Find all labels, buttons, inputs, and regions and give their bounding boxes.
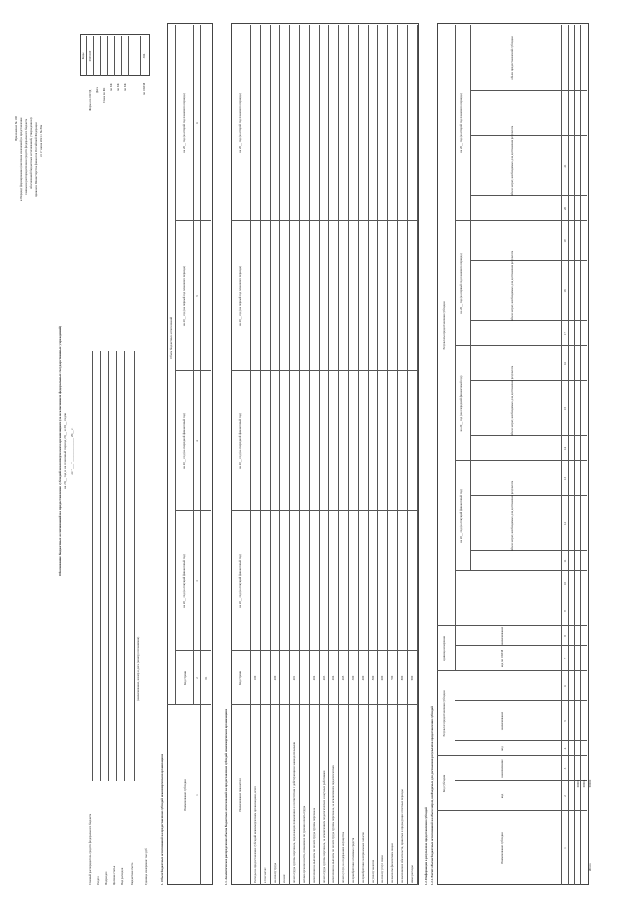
- row-label: актами органов власти, повышение по уровню оплаты труда: [302, 805, 306, 883]
- units-label: Единица измерения: тыс.руб: [144, 848, 148, 885]
- col-num: 2: [563, 795, 567, 797]
- period-header: на 20__ год (на очередной финансовый год): [182, 413, 186, 469]
- row-label: из них:: [282, 873, 287, 883]
- sub-header: код: [500, 793, 504, 799]
- date-line: от "___" ______________ 20__ г.: [70, 427, 74, 475]
- row-code: 204: [331, 675, 336, 681]
- gl-label: Глава по БК: [102, 87, 106, 103]
- col-header: объем затрат, необходимых для достижения результата: [510, 125, 514, 196]
- row-label: оплата труда группы персонала, за исключением педагогических и научных работников: [321, 770, 326, 883]
- sub-header: наименование: [500, 759, 504, 778]
- period-header: на 20__ год (на первый год планового периода): [238, 265, 242, 327]
- col-header: Результаты предоставления субсидии: [442, 301, 446, 350]
- col-header: Наименование субсидии: [500, 832, 504, 864]
- col-num: 11: [563, 559, 567, 563]
- appendix-line: главными распорядителями средств федерального бюджета: [24, 118, 28, 195]
- period-header: на 20__ год (на текущий финансовый год): [238, 554, 242, 608]
- col-num: 16: [563, 362, 567, 365]
- period-header: на 20__ год (на очередной финансовый год): [238, 413, 242, 469]
- col-num: 7: [563, 657, 567, 660]
- col-num: 3: [195, 580, 199, 582]
- appendix-line: к Порядку формирования (внесения изменений) и представления: [19, 117, 23, 201]
- row-label: иные расходы: [409, 865, 414, 883]
- row-code: 203: [321, 675, 326, 681]
- row-code: 500: [370, 675, 375, 681]
- row-code: 300: [351, 675, 355, 681]
- okud-value: 0505169: [88, 50, 92, 62]
- col-header: Наименование субсидии: [183, 779, 187, 811]
- date-label: Дата: [95, 87, 99, 93]
- appendix-line: Приложение № 169: [14, 116, 18, 141]
- period-header: на 20__ год (на первый год планового периода): [459, 253, 463, 314]
- period-header: на 20__ год (на второй год планового периода): [238, 93, 242, 153]
- appendix-line: приказом Министерства финансов Российской Федерации: [34, 122, 38, 197]
- col-header: объем затрат, необходимых для достижения результата: [510, 250, 514, 321]
- col-num: 15: [563, 407, 567, 410]
- document-subtitle: на 20__ год и на плановый период 20__ и 20__ годов: [63, 413, 67, 490]
- col-header: объем затрат, необходимых для достижения результата: [510, 480, 514, 551]
- col-header: Объем бюджетных ассигнований: [169, 316, 173, 360]
- bk-label: по БК: [123, 83, 127, 91]
- row-label: начисления на выплаты по оплате труда группы персонала: [311, 807, 316, 883]
- period-header: на 20__ год (на очередной финансовый год): [459, 375, 463, 432]
- col-num: 2: [195, 677, 199, 679]
- col-num: 6: [563, 685, 567, 687]
- col-num: 3: [563, 767, 567, 770]
- row-code: 90000: [588, 779, 592, 788]
- field-label: Раздел: [96, 876, 100, 885]
- col-num: 20: [563, 207, 567, 210]
- total-label: Итого: [588, 863, 592, 871]
- row-code: 00002: [582, 779, 586, 788]
- row-code: 01: [204, 676, 208, 680]
- row-label: оплата услуг, на содержание имущества: [341, 831, 346, 883]
- col-header: объем предоставляемой субсидии: [510, 36, 514, 80]
- col-num: 1: [195, 794, 199, 796]
- row-label: на приобретение основных средств: [351, 837, 355, 883]
- section-12-title: 1.2. Информация о результатах предоставления субсидий: [424, 807, 428, 885]
- row-label: на выполнение обязательств, принятых в предыдущие отчетные периоды: [400, 789, 404, 883]
- col-num: 12: [563, 522, 567, 525]
- row-code: 900: [409, 675, 414, 681]
- codes-header: Коды: [81, 52, 85, 60]
- okud-label: Форма по ОКУД: [88, 89, 92, 111]
- bk-label: по БК: [116, 83, 120, 91]
- section-1-title: 1. Объем бюджетных ассигнований на предоставление субсидий некоммерческим организациям: [160, 754, 164, 885]
- sub-header: код по ОКЕИ: [500, 649, 504, 668]
- period-header: на 20__ год (на второй год планового периода): [459, 93, 463, 153]
- appendix-line: от 17 июня 2021 г. № 86н: [39, 124, 43, 157]
- row-label: на оплату услуг связи: [380, 855, 385, 883]
- appendix-line: обоснований бюджетных ассигнований, утвержденному: [29, 117, 33, 189]
- col-num: 14: [563, 447, 567, 450]
- sub-header: наименование: [500, 711, 504, 731]
- period-header: на 20__ год (на текущий финансовый год): [182, 554, 186, 608]
- row-label: на уплату налогов: [370, 859, 375, 883]
- row-label: в том числе:: [262, 867, 267, 883]
- col-header: Код строки: [238, 670, 242, 686]
- col-num: 4: [563, 747, 567, 750]
- section-121-title: 1.2.1. Расчет объема бюджетных ассигнований на объем затрат, необходимых для достижения результатов предоставления субсидий: [430, 706, 434, 885]
- col-header: Результат предоставления субсидии: [442, 690, 446, 737]
- col-num: 9: [563, 610, 567, 612]
- bk-label: по БК: [109, 83, 113, 91]
- field-label: Главный распорядитель средств федерального бюджета: [88, 813, 92, 885]
- col-num: 19: [563, 239, 567, 243]
- sub-header: наименование: [500, 626, 504, 646]
- document-title: Обоснование бюджетных ассигнований на предоставление субсидий некоммерческим организациям (за исключением федеральных государственных учреждений): [58, 325, 62, 577]
- col-num: 4: [195, 440, 199, 442]
- col-header: единица измерения: [442, 636, 446, 661]
- row-code: 201: [292, 675, 297, 681]
- col-header: объем затрат, необходимых для достижения результата: [510, 365, 514, 436]
- period-header: на 20__ год (на первый год планового периода): [182, 265, 186, 327]
- row-code: 700: [390, 675, 395, 681]
- sub-header: код: [500, 746, 504, 751]
- col-num: 10: [563, 582, 567, 585]
- row-code: 600: [380, 675, 385, 681]
- col-num: 13: [563, 477, 567, 480]
- field-note: (наименование, номер и дата (номер) соглашения): [136, 636, 140, 701]
- col-num: 5: [195, 295, 199, 297]
- period-header: на 20__ год (на текущий финансовый год): [459, 489, 463, 543]
- period-header: на 20__ год (на второй год планового периода): [182, 93, 186, 153]
- field-label: Целевая статья: [112, 865, 116, 885]
- row-code: 400: [360, 675, 365, 681]
- col-num: 6: [195, 122, 199, 124]
- row-code: 202: [311, 675, 316, 681]
- row-label: начисления на выплаты по оплате труда группы персонала, за исключением педагогических: [331, 765, 336, 883]
- col-header: Наименование показателя: [238, 778, 242, 812]
- field-label: Бюджетная смета: [130, 862, 134, 885]
- row-label: на выплаты физическим лицам: [390, 843, 395, 883]
- col-header: Код субсидии: [442, 774, 446, 793]
- row-label: на оплату труда: [272, 862, 277, 883]
- row-code: 800: [400, 675, 404, 681]
- col-num: 8: [563, 635, 567, 637]
- row-code: 00001: [576, 779, 580, 788]
- col-num: 1: [563, 847, 567, 849]
- col-num: 21: [563, 164, 567, 168]
- okei-value: 384: [142, 53, 146, 59]
- row-label: на приобретение материальных запасов: [360, 832, 365, 883]
- row-label: оплата труда группы персонала, подлежащих повышению в соответствии с действующими законодательными: [292, 741, 297, 883]
- okei-label: по ОКЕИ: [142, 82, 146, 95]
- row-code: 200: [272, 675, 277, 681]
- field-label: Подраздел: [104, 871, 108, 885]
- section-11-title: 1.1. Аналитическое распределение объема бюджетных ассигнований на предоставление субсидий некоммерческим организациям: [224, 708, 228, 885]
- col-header: Код строки: [183, 670, 187, 686]
- row-label: Расходы на предоставление субсидий некоммерческим организациям, всего: [253, 785, 257, 883]
- col-num: 18: [563, 289, 567, 293]
- row-code: 205: [341, 675, 346, 681]
- row-code: 100: [253, 675, 257, 681]
- col-num: 17: [563, 332, 567, 335]
- field-label: Вид расходов: [120, 867, 124, 885]
- col-num: 5: [563, 720, 567, 722]
